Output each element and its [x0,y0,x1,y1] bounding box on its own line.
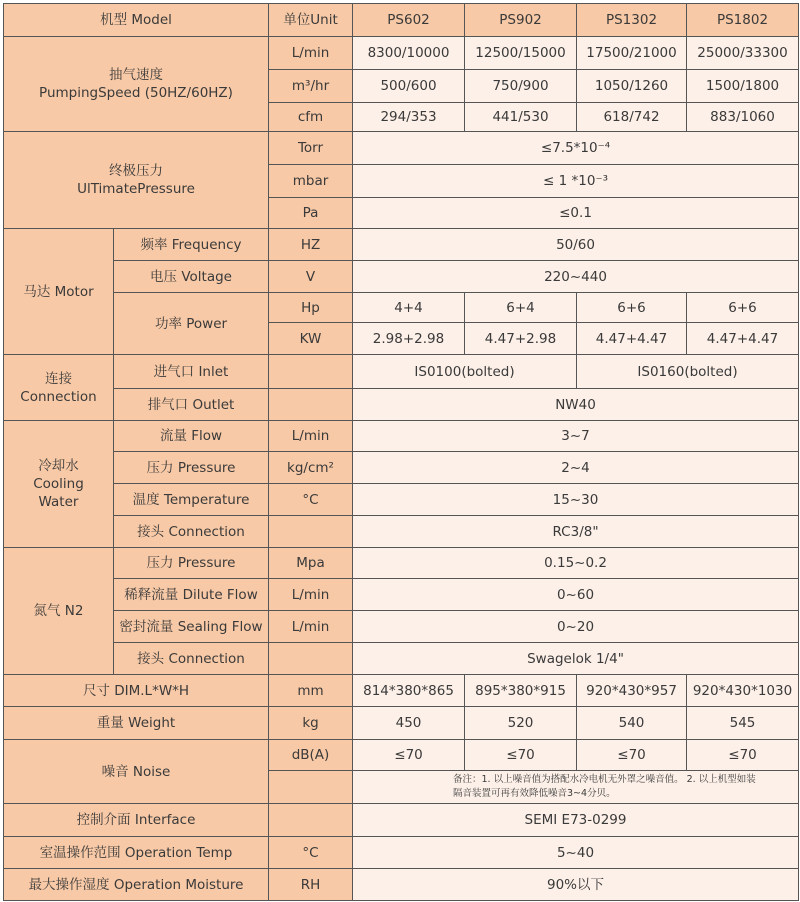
value-cell: NW40 [353,389,799,421]
table-row [4,229,799,261]
value-cell: 540 [577,707,687,740]
value-cell: 4.47+4.47 [687,323,799,355]
value-cell: RC3/8" [353,516,799,548]
unit-cell: L/min [269,579,353,611]
model-ps902: PS902 [465,4,577,37]
value-cell: 90%以下 [353,869,799,901]
value-cell: 2~4 [353,452,799,484]
value-cell: ≤ 1 *10⁻³ [353,165,799,198]
value-cell: 920*430*1030 [687,675,799,707]
sub-label: 密封流量 Sealing Flow [114,611,269,643]
value-cell: 883/1060 [687,103,799,132]
value-cell: ≤70 [577,740,687,771]
sub-label: 稀释流量 Dilute Flow [114,579,269,611]
value-cell: SEMI E73-0299 [353,804,799,837]
unit-cell [269,643,353,675]
value-cell: ≤0.1 [353,198,799,229]
unit-header: 单位Unit [269,4,353,37]
unit-cell: dB(A) [269,740,353,771]
header-row [4,4,799,37]
value-cell: 814*380*865 [353,675,465,707]
noise-label: 噪音 Noise [4,740,269,804]
label-en: PumpingSpeed (50HZ/60HZ) [39,85,233,101]
unit-cell [269,389,353,421]
sub-label: 排气口 Outlet [114,389,269,421]
value-cell: 1500/1800 [687,70,799,103]
weight-label: 重量 Weight [4,707,269,740]
unit-cell: V [269,261,353,293]
unit-cell [269,355,353,389]
value-cell: ≤70 [687,740,799,771]
value-cell: 8300/10000 [353,37,465,70]
value-cell: 450 [353,707,465,740]
value-cell: 545 [687,707,799,740]
sub-label: 接头 Connection [114,516,269,548]
sub-label: 压力 Pressure [114,548,269,579]
model-ps602: PS602 [353,4,465,37]
value-cell: ≤70 [465,740,577,771]
unit-cell: mm [269,675,353,707]
table-row [4,37,799,70]
unit-cell: L/min [269,421,353,452]
pumping-speed-label [4,37,269,132]
noise-note: 备注：1. 以上噪音值为搭配水冷电机无外罩之噪音值。 2. 以上机型如装隔音装置可再有效降低噪音3~4分贝。 [353,771,799,804]
table-row [4,804,799,837]
motor-label: 马达 Motor [4,229,114,355]
unit-cell: °C [269,484,353,516]
unit-cell: °C [269,837,353,869]
value-cell: 4.47+4.47 [577,323,687,355]
ultimate-pressure-label [4,132,269,229]
value-cell: 5~40 [353,837,799,869]
table-row [4,484,799,516]
n2-label: 氮气 N2 [4,548,114,675]
label-cn: 终极压力 [109,163,163,179]
table-row [4,579,799,611]
operation-temp-label: 室温操作范围 Operation Temp [4,837,269,869]
unit-cell: L/min [269,611,353,643]
table-row [4,355,799,389]
unit-cell: kg/cm² [269,452,353,484]
model-ps1802: PS1802 [687,4,799,37]
value-cell: 750/900 [465,70,577,103]
sub-label: 频率 Frequency [114,229,269,261]
spec-table [3,3,799,901]
value-cell: 895*380*915 [465,675,577,707]
value-cell: 3~7 [353,421,799,452]
table-row [4,707,799,740]
sub-label: 进气口 Inlet [114,355,269,389]
table-row [4,869,799,901]
table-row [4,261,799,293]
value-cell: 220~440 [353,261,799,293]
table-row [4,452,799,484]
value-cell: 2.98+2.98 [353,323,465,355]
unit-cell: RH [269,869,353,901]
value-cell: 294/353 [353,103,465,132]
interface-label: 控制介面 Interface [4,804,269,837]
value-cell: Swagelok 1/4" [353,643,799,675]
sub-label: 功率 Power [114,293,269,355]
sub-label: 流量 Flow [114,421,269,452]
table-row [4,132,799,165]
sub-label: 接头 Connection [114,643,269,675]
sub-label: 压力 Pressure [114,452,269,484]
table-row [4,837,799,869]
table-row [4,421,799,452]
unit-cell: m³/hr [269,70,353,103]
value-cell: 441/530 [465,103,577,132]
model-ps1302: PS1302 [577,4,687,37]
operation-moisture-label: 最大操作湿度 Operation Moisture [4,869,269,901]
value-cell: 6+6 [577,293,687,323]
label-en: UlTimatePressure [77,181,195,197]
value-cell: 15~30 [353,484,799,516]
unit-cell: Pa [269,198,353,229]
value-cell: 1050/1260 [577,70,687,103]
table-row [4,643,799,675]
label-cn: 连接 [45,370,72,387]
table-row [4,293,799,323]
value-cell: 50/60 [353,229,799,261]
value-cell: 4+4 [353,293,465,323]
table-row [4,389,799,421]
value-cell: 17500/21000 [577,37,687,70]
value-cell: 618/742 [577,103,687,132]
value-cell: 520 [465,707,577,740]
unit-cell [269,804,353,837]
sub-label: 电压 Voltage [114,261,269,293]
value-cell: 6+4 [465,293,577,323]
size-label: 尺寸 DIM.L*W*H [4,675,269,707]
unit-cell: Torr [269,132,353,165]
unit-cell: cfm [269,103,353,132]
cooling-water-label [4,421,114,548]
table-row [4,675,799,707]
unit-cell: L/min [269,37,353,70]
unit-cell: KW [269,323,353,355]
model-header: 机型 Model [4,4,269,37]
value-cell: 6+6 [687,293,799,323]
label-en: Cooling [33,476,84,492]
value-cell: 500/600 [353,70,465,103]
unit-cell [269,771,353,804]
value-cell: 25000/33300 [687,37,799,70]
label-cn: 抽气速度 [109,67,163,83]
unit-cell [269,516,353,548]
connection-label [4,355,114,421]
value-cell: 4.47+2.98 [465,323,577,355]
value-cell: IS0100(bolted) [353,355,577,389]
value-cell: ≤70 [353,740,465,771]
unit-cell: kg [269,707,353,740]
value-cell: ≤7.5*10⁻⁴ [353,132,799,165]
sub-label: 温度 Temperature [114,484,269,516]
unit-cell: Mpa [269,548,353,579]
value-cell: 12500/15000 [465,37,577,70]
value-cell: 0~20 [353,611,799,643]
table-row [4,611,799,643]
value-cell: 0~60 [353,579,799,611]
table-row [4,516,799,548]
table-row [4,548,799,579]
label-en: Water [38,494,79,510]
label-en: Connection [20,388,97,405]
unit-cell: HZ [269,229,353,261]
unit-cell: mbar [269,165,353,198]
label-cn: 冷却水 [38,458,79,474]
unit-cell: Hp [269,293,353,323]
value-cell: IS0160(bolted) [577,355,799,389]
table-row [4,740,799,771]
value-cell: 920*430*957 [577,675,687,707]
value-cell: 0.15~0.2 [353,548,799,579]
